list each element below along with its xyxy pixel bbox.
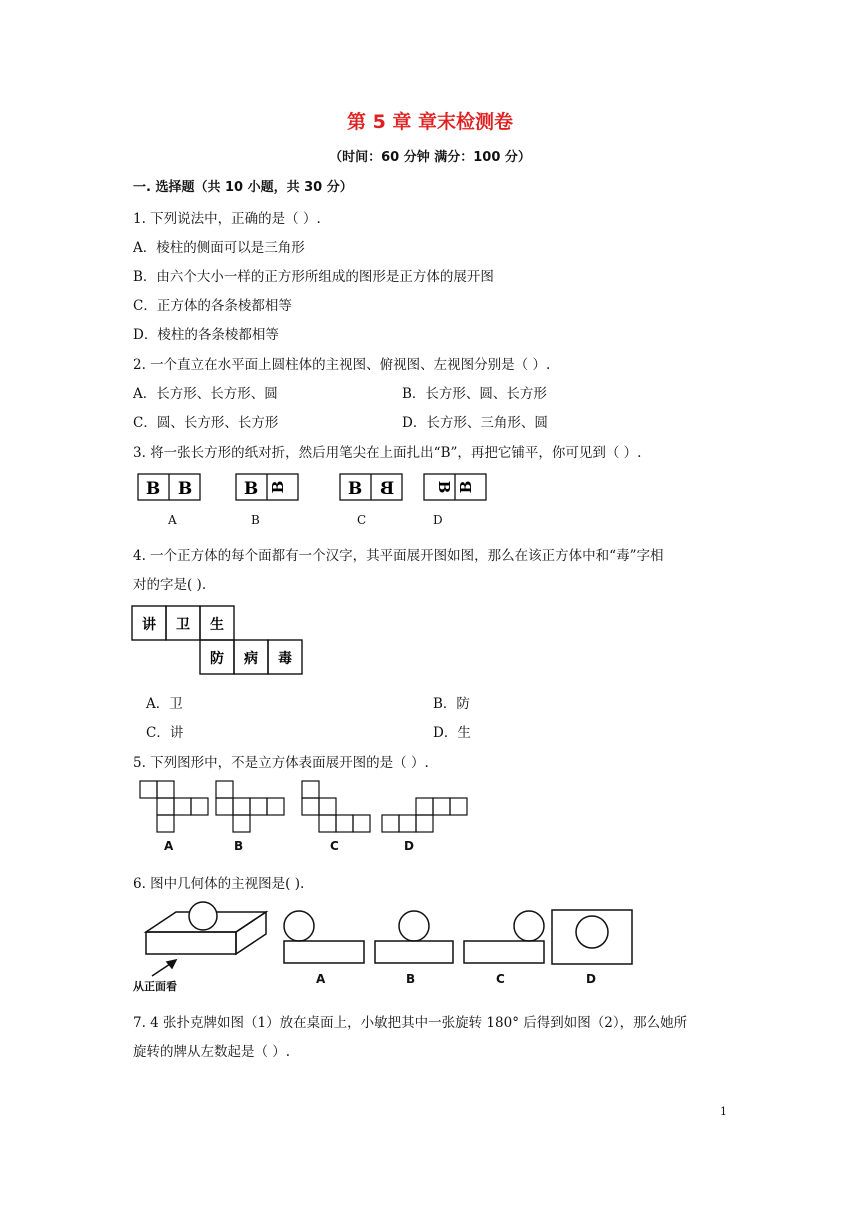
q6-view-b [375,911,453,963]
question-2-stem: 2. 一个直立在水平面上圆柱体的主视图、俯视图、左视图分别是（ ）. [133,357,551,373]
section-heading: 一. 选择题（共 10 小题，共 30 分） [133,180,353,195]
q5-net-d [382,798,467,832]
q3-b-left-letter: B [243,479,259,499]
q6-label-c: C [496,972,505,986]
question-2-option-b: B．长方形、圆、长方形 [402,386,547,402]
q5-net-b [216,781,284,832]
q6-label-b: B [406,972,416,986]
q6-view-c [464,911,544,963]
q3-figure-c [340,474,402,500]
net-cell-6: 毒 [278,651,292,667]
question-7-stem-line1: 7. 4 张扑克牌如图（1）放在桌面上，小敏把其中一张旋转 180° 后得到如图（2），那么她所 [133,1015,688,1031]
q6-label-a: A [316,972,326,986]
q3-d-right-letter: B [457,480,475,494]
exam-info: （时间：60 分钟 满分：100 分） [329,150,531,165]
question-4-net-figure [130,604,310,676]
question-4-option-d: D．生 [433,725,471,741]
question-3-figures [130,470,500,506]
q3-label-c: C [357,513,367,527]
q3-figure-a [138,474,200,500]
q3-c-left-letter: B [347,479,363,499]
q3-figure-d [424,474,486,500]
question-1-option-b: B．由六个大小一样的正方形所组成的图形是正方体的展开图 [133,269,494,285]
question-4-option-c: C．讲 [146,725,184,741]
page-title: 第 5 章 章末检测卷 [346,111,514,133]
question-1-stem: 1. 下列说法中，正确的是（ ）. [133,211,321,227]
question-3-stem: 3. 将一张长方形的纸对折，然后用笔尖在上面扎出“B”，再把它铺平，你可见到（ ）. [133,445,642,461]
q3-a-left-letter: B [145,479,161,499]
question-5-figures [130,777,475,835]
question-6-figures [130,898,640,988]
q6-view-d [552,910,632,964]
q5-net-c [302,781,370,832]
q3-label-b: B [251,513,260,527]
question-5-stem: 5. 下列图形中，不是立方体表面展开图的是（ ）. [133,755,429,771]
q3-c-right-letter: B [379,479,395,499]
q3-label-a: A [168,513,177,527]
q5-label-b: B [234,839,244,853]
question-2-option-d: D．长方形、三角形、圆 [402,415,548,431]
q5-net-a [140,781,208,832]
q6-label-d: D [586,972,596,986]
q6-view-direction-label: 从正面看 [133,980,177,993]
q3-figure-b [236,474,298,500]
question-1-option-c: C．正方体的各条棱都相等 [133,298,292,314]
q5-label-a: A [164,839,174,853]
net-cell-1: 讲 [142,617,156,633]
question-2-option-c: C．圆、长方形、长方形 [133,415,279,431]
question-7-stem-line2: 旋转的牌从左数起是（ ）. [133,1044,291,1060]
q5-label-d: D [404,839,414,853]
question-4-option-a: A．卫 [146,696,183,712]
net-cell-4: 防 [210,651,224,667]
question-2-option-a: A．长方形、长方形、圆 [133,386,278,402]
question-1-option-d: D．棱柱的各条棱都相等 [133,327,279,343]
q3-b-right-letter: B [269,480,287,494]
question-4-option-b: B．防 [433,696,470,712]
question-4-stem-line2: 对的字是( ). [133,577,207,593]
question-4-stem-line1: 4. 一个正方体的每个面都有一个汉字，其平面展开图如图，那么在该正方体中和“毒”字相 [133,548,664,564]
q3-d-left-letter: B [435,480,453,494]
net-cell-3: 生 [210,617,224,633]
net-cell-5: 病 [244,651,258,667]
q6-solid-figure [146,902,266,976]
q3-label-d: D [433,513,443,527]
q6-view-a [284,911,364,963]
question-6-stem: 6. 图中几何体的主视图是( ). [133,876,305,892]
q3-a-right-letter: B [177,479,193,499]
net-cell-2: 卫 [176,617,190,633]
page-number: 1 [720,1105,727,1118]
question-1-option-a: A．棱柱的侧面可以是三角形 [133,240,305,256]
q5-label-c: C [330,839,339,853]
